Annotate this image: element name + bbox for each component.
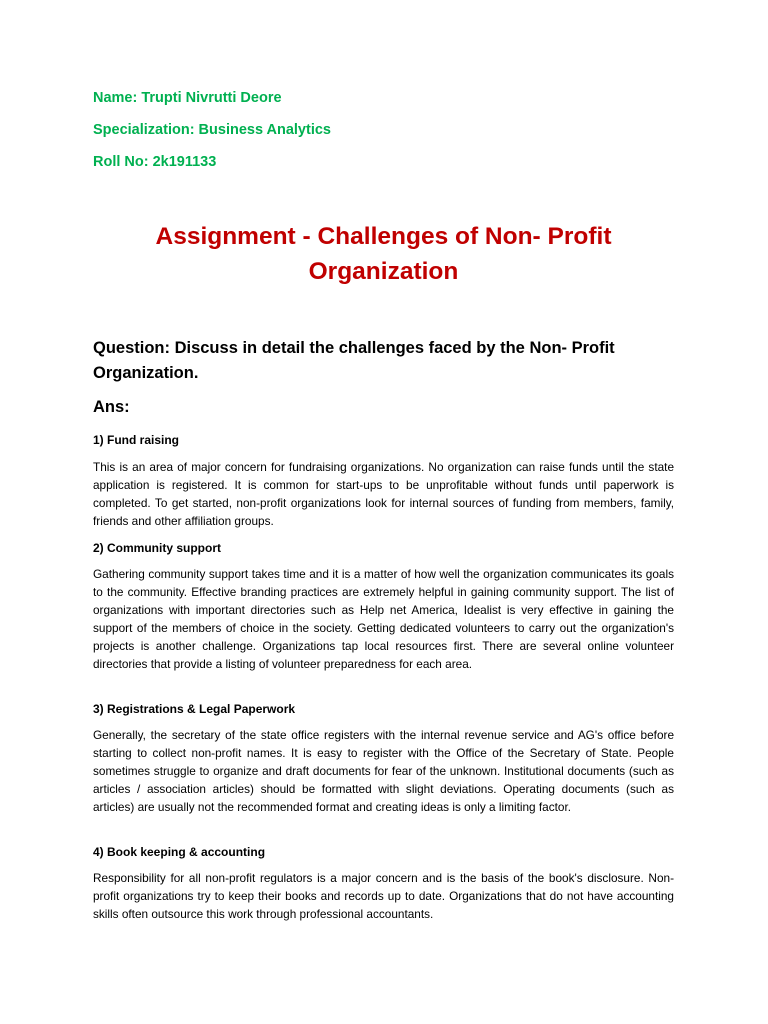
section-body-registrations: Generally, the secretary of the state office registers with the internal revenue service and AG's office before starting to collect non-profit names. It is easy to register with the Office of the Secretary of State. People sometimes struggle to organize and draft documents for fear of the unknown. Institutional documents (such as articles / association articles) should be formatted with slight deviations. Operating documents (such as articles) are usually not the recommended format and creating ideas is only a limiting factor. — [93, 728, 674, 814]
assignment-title: Assignment - Challenges of Non- Profit Organization — [155, 223, 612, 285]
student-specialization: Specialization: Business Analytics — [93, 122, 331, 138]
section-heading-fund-raising: 1) Fund raising — [93, 433, 180, 447]
section-body-community-support: Gathering community support takes time and it is a matter of how well the organization communicates its goals to the community. Effective branding practices are extremely helpful in gaining community support. The list of organizations with important directories such as Help net America, Idealist is very effective in gaining the support of the members of choice in the society. Getting dedicated volunteers to carry out the organization's projects is another challenge. Organizations tap local resources first. There are several online volunteer directories that provide a listing of volunteer preparedness for each area. — [93, 567, 674, 671]
section-heading-book-keeping: 4) Book keeping & accounting — [93, 845, 266, 859]
section-heading-community-support: 2) Community support — [93, 541, 221, 555]
student-roll-no: Roll No: 2k191133 — [93, 154, 217, 170]
section-body-fund-raising: This is an area of major concern for fundraising organizations. No organization can raise funds until the state application is registered. It is common for start-ups to be unprofitable without funds until paperwork is completed. To get started, non-profit organizations look for internal sources of funding from members, family, friends and other affiliation groups. — [93, 460, 674, 528]
question-text: Question: Discuss in detail the challenges faced by the Non- Profit Organization. — [93, 339, 615, 382]
section-heading-registrations: 3) Registrations & Legal Paperwork — [93, 702, 296, 716]
answer-label: Ans: — [93, 398, 130, 416]
section-body-book-keeping: Responsibility for all non-profit regulators is a major concern and is the basis of the book's disclosure. Non-profit organizations try to keep their books and records up to date. Organizations that do not have accounting skills often outsource this work through professional accountants. — [93, 871, 674, 921]
student-name: Name: Trupti Nivrutti Deore — [93, 90, 282, 106]
